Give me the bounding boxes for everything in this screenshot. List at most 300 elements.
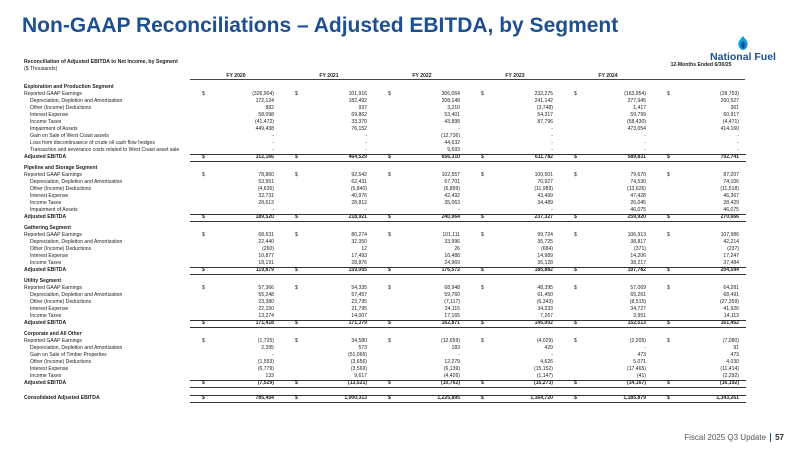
table-cell xyxy=(477,172,555,179)
cell-value: 61,450 xyxy=(537,292,553,298)
table-cell xyxy=(477,306,555,313)
table-cell xyxy=(198,200,276,207)
table-cell xyxy=(477,395,555,402)
table-cell xyxy=(663,207,741,214)
table-cell xyxy=(570,179,648,186)
table-cell xyxy=(570,338,648,345)
cell-value: 80,274 xyxy=(351,232,367,238)
currency-symbol: $ xyxy=(574,285,577,291)
table-cell xyxy=(291,380,369,387)
currency-symbol: $ xyxy=(388,232,391,238)
row-label: Other (Income) Deductions xyxy=(30,186,92,192)
currency-symbol: $ xyxy=(667,91,670,97)
row-label: Other (Income) Deductions xyxy=(30,105,92,111)
currency-symbol: $ xyxy=(388,380,391,386)
table-row xyxy=(24,140,746,147)
row-label: Exploration and Production Segment xyxy=(24,84,114,90)
table-cell xyxy=(384,200,462,207)
section-header-row xyxy=(24,225,746,232)
table-row xyxy=(24,179,746,186)
cell-value: 62,431 xyxy=(351,179,367,185)
table-cell xyxy=(477,253,555,260)
cell-value: - xyxy=(272,352,274,358)
table-cell xyxy=(663,246,741,253)
table-row xyxy=(24,306,746,313)
currency-symbol: $ xyxy=(388,320,391,326)
cell-value: - xyxy=(458,207,460,213)
table-cell xyxy=(198,140,276,147)
table-cell xyxy=(477,154,555,161)
table-cell xyxy=(198,260,276,267)
footer-divider xyxy=(770,433,771,442)
cell-value: 171,379 xyxy=(348,320,367,326)
table-cell xyxy=(291,246,369,253)
cell-value: 32,731 xyxy=(258,193,274,199)
table-row xyxy=(24,200,746,207)
table-cell xyxy=(663,285,741,292)
table-cell xyxy=(570,200,648,207)
table-cell xyxy=(198,253,276,260)
cell-value: (3,569) xyxy=(350,366,367,372)
table-cell xyxy=(384,313,462,320)
cell-value: - xyxy=(737,140,739,146)
cell-value: (11,414) xyxy=(720,366,739,372)
cell-value: 3,210 xyxy=(447,105,460,111)
table-cell xyxy=(384,133,462,140)
cell-value: (27,359) xyxy=(720,299,739,305)
table-cell xyxy=(384,232,462,239)
row-label: Gain on Sale of Timber Properties xyxy=(30,352,107,358)
table-row xyxy=(24,299,746,306)
table-cell xyxy=(384,285,462,292)
table-cell xyxy=(570,239,648,246)
table-cell xyxy=(477,200,555,207)
cell-value: 17,165 xyxy=(444,313,460,319)
table-row xyxy=(24,91,746,98)
section-header-row xyxy=(24,165,746,172)
table-cell xyxy=(477,98,555,105)
cell-value: 1,000,313 xyxy=(344,395,367,401)
cell-value: 43,898 xyxy=(444,119,460,125)
cell-value: 361 xyxy=(730,105,739,111)
table-cell xyxy=(477,186,555,193)
cell-value: 14,989 xyxy=(537,253,553,259)
table-row xyxy=(24,193,746,200)
cell-value: 55,248 xyxy=(258,292,274,298)
cell-value: 2,395 xyxy=(261,345,274,351)
cell-value: (3,748) xyxy=(536,105,553,111)
cell-value: (7,080) xyxy=(722,338,739,344)
cell-value: 34,233 xyxy=(537,306,553,312)
table-cell xyxy=(477,260,555,267)
table-cell xyxy=(198,395,276,402)
table-cell xyxy=(384,260,462,267)
reconciliation-table xyxy=(24,84,746,402)
table-cell xyxy=(663,214,741,221)
cell-value: 171,418 xyxy=(255,320,274,326)
currency-symbol: $ xyxy=(481,395,484,401)
table-cell xyxy=(384,359,462,366)
cell-value: 119,879 xyxy=(255,267,274,273)
cell-value: 260,527 xyxy=(720,98,739,104)
table-cell xyxy=(663,154,741,161)
currency-symbol: $ xyxy=(295,214,298,220)
currency-symbol: $ xyxy=(667,172,670,178)
table-cell xyxy=(663,380,741,387)
table-cell xyxy=(663,292,741,299)
cell-value: 183 xyxy=(451,345,460,351)
cell-value: 4,030 xyxy=(726,359,739,365)
cell-value: 69,862 xyxy=(351,112,367,118)
cell-value: 473 xyxy=(730,352,739,358)
table-cell xyxy=(477,147,555,154)
row-label: Income Taxes xyxy=(30,260,62,266)
cell-value: (13,521) xyxy=(348,380,367,386)
cell-value: 46,367 xyxy=(723,193,739,199)
table-cell xyxy=(384,207,462,214)
cell-value: - xyxy=(644,140,646,146)
cell-value: (326,904) xyxy=(252,91,274,97)
cell-value: 106,913 xyxy=(627,232,646,238)
cell-value: 22,440 xyxy=(258,239,274,245)
table-cell xyxy=(291,105,369,112)
table-cell xyxy=(198,352,276,359)
table-cell xyxy=(291,140,369,147)
cell-value: 28,812 xyxy=(351,200,367,206)
total-row xyxy=(24,320,746,327)
cell-value: 24,969 xyxy=(444,260,460,266)
table-row xyxy=(24,147,746,154)
cell-value: - xyxy=(272,133,274,139)
cell-value: 189,520 xyxy=(255,214,274,220)
cell-value: 46,075 xyxy=(630,207,646,213)
row-label: Impairment of Assets xyxy=(30,126,78,132)
cell-value: - xyxy=(272,147,274,153)
row-label: Adjusted EBITDA xyxy=(24,320,67,326)
table-cell xyxy=(663,147,741,154)
currency-symbol: $ xyxy=(481,338,484,344)
cell-value: 464,529 xyxy=(348,154,367,160)
currency-symbol: $ xyxy=(388,338,391,344)
row-label: Reported GAAP Earnings xyxy=(24,172,82,178)
table-cell xyxy=(477,285,555,292)
table-cell xyxy=(477,140,555,147)
cell-value: (58,430) xyxy=(627,119,646,125)
cell-value: 9,617 xyxy=(354,373,367,379)
currency-symbol: $ xyxy=(202,380,205,386)
cell-value: (15,273) xyxy=(534,380,553,386)
cell-value: 65,261 xyxy=(630,292,646,298)
cell-value: - xyxy=(365,140,367,146)
row-label: Gathering Segment xyxy=(24,225,71,231)
currency-symbol: $ xyxy=(202,91,205,97)
cell-value: 74,530 xyxy=(630,179,646,185)
currency-symbol: $ xyxy=(295,338,298,344)
currency-symbol: $ xyxy=(574,320,577,326)
footer-text: Fiscal 2025 Q3 Update xyxy=(684,432,767,442)
table-cell xyxy=(663,320,741,327)
cell-value: - xyxy=(551,140,553,146)
cell-value: (15,152) xyxy=(534,366,553,372)
table-cell xyxy=(570,267,648,274)
table-cell xyxy=(663,260,741,267)
currency-symbol: $ xyxy=(388,285,391,291)
cell-value: 414,160 xyxy=(720,126,739,132)
table-row xyxy=(24,246,746,253)
cell-value: 44,632 xyxy=(444,140,460,146)
cell-value: 3,951 xyxy=(633,313,646,319)
table-cell xyxy=(570,140,648,147)
section-header-row xyxy=(24,84,746,91)
table-cell xyxy=(663,172,741,179)
cell-value: 589,831 xyxy=(627,154,646,160)
table-row xyxy=(24,105,746,112)
row-label: Adjusted EBITDA xyxy=(24,214,67,220)
table-cell xyxy=(384,267,462,274)
table-cell xyxy=(198,112,276,119)
table-cell xyxy=(663,239,741,246)
cell-value: 208,148 xyxy=(441,98,460,104)
cell-value: 68,948 xyxy=(444,285,460,291)
column-header: FY 2024 xyxy=(598,73,618,79)
cell-value: 232,275 xyxy=(534,91,553,97)
cell-value: 656,310 xyxy=(441,154,460,160)
cell-value: 145,002 xyxy=(534,320,553,326)
table-cell xyxy=(384,140,462,147)
cell-value: 59,799 xyxy=(630,112,646,118)
cell-value: 42,214 xyxy=(723,239,739,245)
cell-value: 1,164,720 xyxy=(530,395,553,401)
currency-symbol: $ xyxy=(388,154,391,160)
cell-value: 702,741 xyxy=(720,154,739,160)
table-cell xyxy=(663,359,741,366)
cell-value: 161,452 xyxy=(720,320,739,326)
cell-value: (10,762) xyxy=(441,380,460,386)
table-cell xyxy=(477,112,555,119)
row-label: Depreciation, Depletion and Amortization xyxy=(30,179,123,185)
table-cell xyxy=(198,179,276,186)
row-label: Impairment of Assets xyxy=(30,207,78,213)
row-label: Adjusted EBITDA xyxy=(24,154,67,160)
cell-value: (41) xyxy=(636,373,646,379)
table-cell xyxy=(663,126,741,133)
row-label: Pipeline and Storage Segment xyxy=(24,165,98,171)
table-cell xyxy=(291,200,369,207)
table-cell xyxy=(384,352,462,359)
table-row xyxy=(24,285,746,292)
currency-symbol: $ xyxy=(388,395,391,401)
cell-value: 68,491 xyxy=(723,292,739,298)
table-cell xyxy=(384,172,462,179)
cell-value: 152,513 xyxy=(627,320,646,326)
cell-value: (4,635) xyxy=(257,186,274,192)
table-cell xyxy=(477,193,555,200)
cell-value: 1,417 xyxy=(633,105,646,111)
cell-value: (6,779) xyxy=(257,366,274,372)
table-cell xyxy=(198,193,276,200)
row-label: Interest Expense xyxy=(30,366,69,372)
table-cell xyxy=(198,366,276,373)
table-cell xyxy=(570,373,648,380)
cell-value: (13,626) xyxy=(627,186,646,192)
cell-value: 100,501 xyxy=(534,172,553,178)
currency-symbol: $ xyxy=(667,395,670,401)
currency-symbol: $ xyxy=(481,91,484,97)
currency-symbol: $ xyxy=(574,172,577,178)
cell-value: 306,064 xyxy=(441,91,460,97)
cell-value: 35,063 xyxy=(444,200,460,206)
table-cell xyxy=(198,267,276,274)
table-cell xyxy=(291,172,369,179)
table-cell xyxy=(384,292,462,299)
cell-value: 218,921 xyxy=(348,214,367,220)
table-cell xyxy=(570,119,648,126)
table-cell xyxy=(570,154,648,161)
row-label: Utility Segment xyxy=(24,278,62,284)
cell-value: 40,976 xyxy=(351,193,367,199)
cell-value: - xyxy=(644,133,646,139)
currency-symbol: $ xyxy=(574,214,577,220)
page-title: Non-GAAP Reconciliations – Adjusted EBITDA, by Segment xyxy=(22,14,619,37)
cell-value: 159,005 xyxy=(348,267,367,273)
cell-value: (11,989) xyxy=(534,186,553,192)
table-cell xyxy=(477,207,555,214)
table-cell xyxy=(570,359,648,366)
table-cell xyxy=(570,98,648,105)
table-cell xyxy=(198,232,276,239)
currency-symbol: $ xyxy=(481,214,484,220)
currency-symbol: $ xyxy=(481,380,484,386)
currency-symbol: $ xyxy=(481,320,484,326)
cell-value: (8,515) xyxy=(629,299,646,305)
table-cell xyxy=(384,179,462,186)
table-row xyxy=(24,253,746,260)
reconciliation-title: Reconciliation of Adjusted EBITDA to Net Income, by Segment xyxy=(24,59,178,65)
cell-value: 58,098 xyxy=(258,112,274,118)
row-label: Income Taxes xyxy=(30,119,62,125)
table-row xyxy=(24,260,746,267)
table-cell xyxy=(291,112,369,119)
cell-value: 18,191 xyxy=(258,260,274,266)
table-cell xyxy=(570,352,648,359)
cell-value: (41,472) xyxy=(255,119,274,125)
table-cell xyxy=(663,200,741,207)
cell-value: 270,666 xyxy=(720,214,739,220)
cell-value: (1,553) xyxy=(257,359,274,365)
table-cell xyxy=(291,292,369,299)
table-cell xyxy=(570,299,648,306)
cell-value: 9,693 xyxy=(447,147,460,153)
currency-symbol: $ xyxy=(388,267,391,273)
cell-value: 28,429 xyxy=(723,200,739,206)
cell-value: 5,071 xyxy=(633,359,646,365)
table-cell xyxy=(384,320,462,327)
cell-value: 1,225,895 xyxy=(437,395,460,401)
table-cell xyxy=(570,260,648,267)
cell-value: 78,860 xyxy=(258,172,274,178)
cell-value: 277,945 xyxy=(627,98,646,104)
table-row xyxy=(24,352,746,359)
table-cell xyxy=(198,214,276,221)
table-cell xyxy=(663,306,741,313)
cell-value: 14,007 xyxy=(351,313,367,319)
cell-value: 41,926 xyxy=(723,306,739,312)
total-row xyxy=(24,154,746,161)
table-cell xyxy=(384,186,462,193)
cell-value: 473,054 xyxy=(627,126,646,132)
currency-symbol: $ xyxy=(481,267,484,273)
cell-value: 23,380 xyxy=(258,299,274,305)
cell-value: 87,207 xyxy=(723,172,739,178)
currency-symbol: $ xyxy=(202,320,205,326)
table-cell xyxy=(384,380,462,387)
cell-value: - xyxy=(551,147,553,153)
cell-value: - xyxy=(551,207,553,213)
currency-symbol: $ xyxy=(574,232,577,238)
cell-value: - xyxy=(551,126,553,132)
cell-value: 24,115 xyxy=(444,306,460,312)
cell-value: 1,343,261 xyxy=(716,395,739,401)
cell-value: 38,217 xyxy=(630,260,646,266)
currency-symbol: $ xyxy=(388,91,391,97)
table-row xyxy=(24,172,746,179)
cell-value: 882 xyxy=(265,105,274,111)
table-row xyxy=(24,126,746,133)
table-cell xyxy=(291,395,369,402)
row-label: Other (Income) Deductions xyxy=(30,299,92,305)
table-cell xyxy=(384,126,462,133)
row-label: Reported GAAP Earnings xyxy=(24,285,82,291)
table-cell xyxy=(570,292,648,299)
cell-value: 59,760 xyxy=(444,292,460,298)
cell-value: (163,954) xyxy=(624,91,646,97)
cell-value: 28,613 xyxy=(258,200,274,206)
table-cell xyxy=(663,105,741,112)
table-cell xyxy=(384,119,462,126)
cell-value: 785,454 xyxy=(255,395,274,401)
table-cell xyxy=(663,91,741,98)
row-label: Adjusted EBITDA xyxy=(24,267,67,273)
cell-value: (2,205) xyxy=(629,338,646,344)
cell-value: 92,542 xyxy=(351,172,367,178)
table-cell xyxy=(477,246,555,253)
cell-value: 937 xyxy=(358,105,367,111)
currency-symbol: $ xyxy=(667,214,670,220)
cell-value: 60,917 xyxy=(723,112,739,118)
cell-value: 449,438 xyxy=(255,126,274,132)
table-cell xyxy=(570,193,648,200)
cell-value: (16,192) xyxy=(720,380,739,386)
table-cell xyxy=(291,147,369,154)
table-cell xyxy=(198,359,276,366)
row-label: Depreciation, Depletion and Amortization xyxy=(30,292,123,298)
currency-symbol: $ xyxy=(574,267,577,273)
table-cell xyxy=(291,214,369,221)
currency-symbol: $ xyxy=(295,395,298,401)
cell-value: 12 xyxy=(361,246,367,252)
row-label: Income Taxes xyxy=(30,373,62,379)
table-cell xyxy=(198,345,276,352)
cell-value: 53,951 xyxy=(258,179,274,185)
currency-symbol: $ xyxy=(202,267,205,273)
cell-value: 47,428 xyxy=(630,193,646,199)
table-cell xyxy=(198,105,276,112)
table-cell xyxy=(570,172,648,179)
row-label: Other (Income) Deductions xyxy=(30,359,92,365)
table-cell xyxy=(663,186,741,193)
table-row xyxy=(24,366,746,373)
table-cell xyxy=(291,366,369,373)
